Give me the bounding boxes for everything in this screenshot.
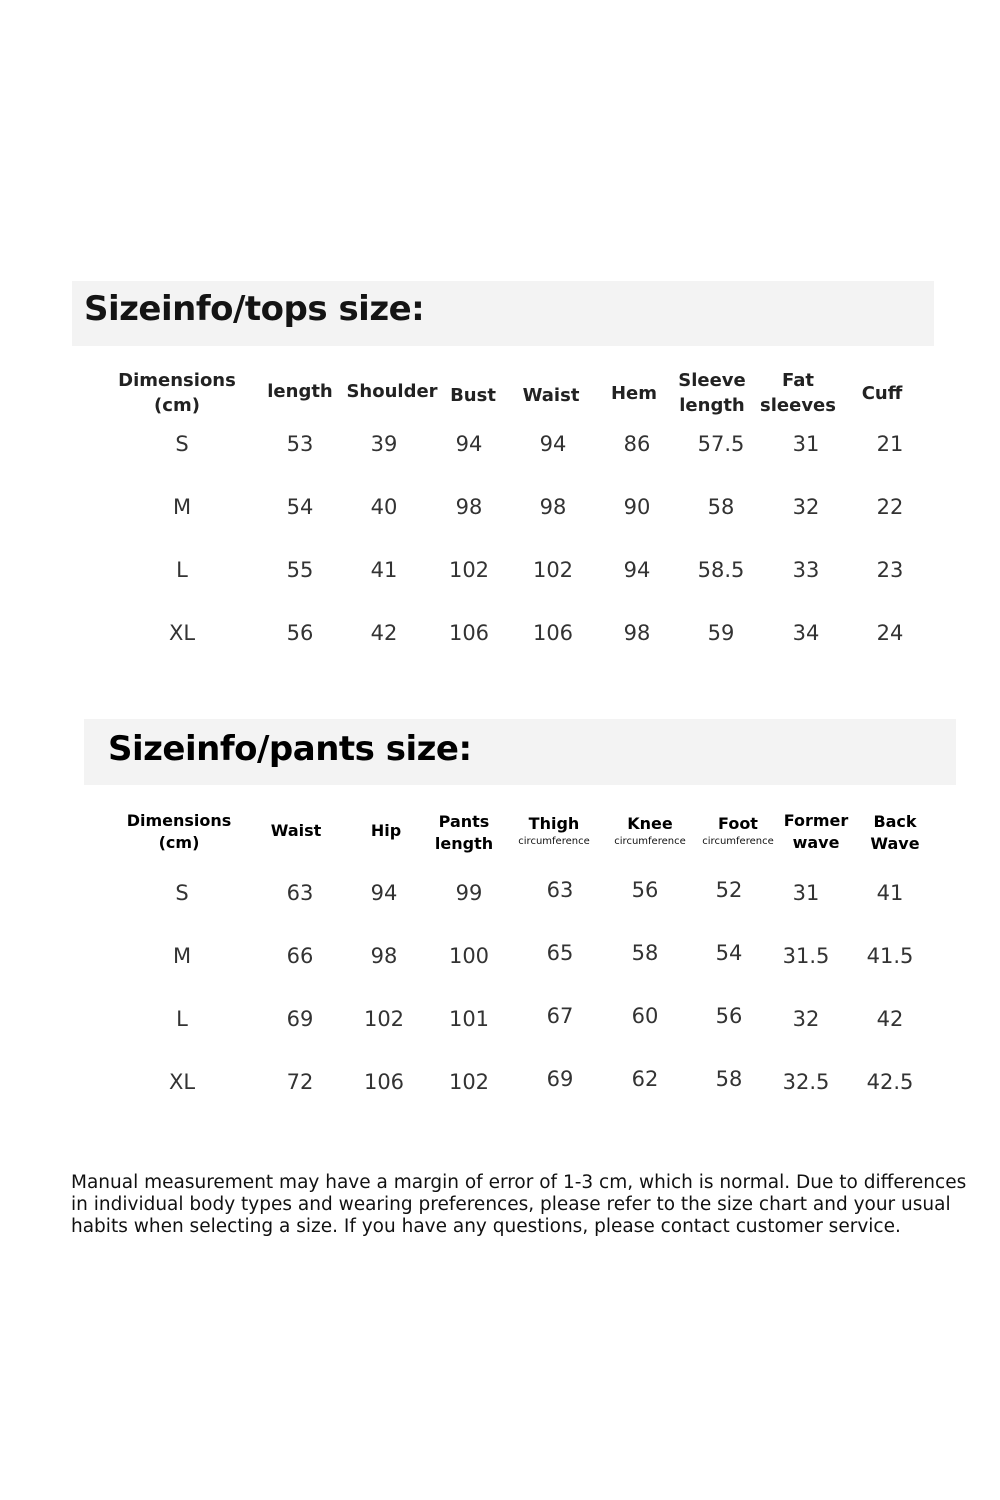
pants-header-line: Wave — [870, 834, 920, 853]
pants-table-cell: 42 — [876, 1007, 904, 1031]
pants-header-line: Pants — [438, 812, 490, 831]
tops-table-cell: 106 — [448, 621, 490, 645]
pants-size-banner — [84, 719, 956, 785]
tops-header-line: sleeves — [760, 395, 836, 416]
pants-table-cell: 101 — [448, 1007, 490, 1031]
tops-table-cell: 90 — [623, 495, 651, 519]
tops-table-cell: 23 — [876, 558, 904, 582]
tops-header-line: Sleeve — [678, 370, 746, 391]
pants-table-cell: 98 — [370, 944, 398, 968]
tops-table-cell: 98 — [539, 495, 567, 519]
tops-header-line: (cm) — [154, 395, 200, 416]
tops-column-header — [523, 383, 580, 408]
tops-table-cell: 22 — [876, 495, 904, 519]
pants-header-line: length — [434, 834, 494, 853]
pants-table-cell: 63 — [286, 881, 314, 905]
measurement-note — [71, 1172, 967, 1238]
tops-header-line: Waist — [522, 385, 580, 406]
pants-table-cell: 41.5 — [866, 944, 914, 968]
pants-table-cell: 41 — [876, 881, 904, 905]
pants-table-cell: 31 — [792, 881, 820, 905]
pants-column-header — [127, 810, 232, 854]
pants-table-cell: 106 — [363, 1070, 405, 1094]
tops-header-line: length — [267, 381, 333, 402]
tops-table-cell: 94 — [455, 432, 483, 456]
tops-table-cell: 32 — [792, 495, 820, 519]
tops-column-header — [450, 383, 496, 408]
pants-table-cell: 94 — [370, 881, 398, 905]
pants-header-line: Dimensions — [126, 811, 232, 830]
pants-column-header — [784, 810, 849, 854]
pants-size-label: L — [176, 1007, 188, 1031]
pants-header-line: Foot — [718, 814, 758, 833]
tops-table-cell: 55 — [286, 558, 314, 582]
pants-header-line: Waist — [270, 821, 322, 840]
pants-table-cell: 58 — [631, 941, 659, 965]
pants-header-line: Knee — [627, 814, 673, 833]
tops-size-label: XL — [168, 621, 196, 645]
tops-table-cell: 102 — [532, 558, 574, 582]
pants-column-header — [870, 811, 919, 855]
pants-table-cell: 99 — [455, 881, 483, 905]
pants-table-cell: 52 — [715, 878, 743, 902]
tops-table-cell: 57.5 — [697, 432, 745, 456]
pants-size-label: M — [172, 944, 192, 968]
tops-table-cell: 33 — [792, 558, 820, 582]
pants-table-cell: 32.5 — [782, 1070, 830, 1094]
pants-table-cell: 102 — [448, 1070, 490, 1094]
pants-table-cell: 69 — [546, 1067, 574, 1091]
tops-table-cell: 102 — [448, 558, 490, 582]
pants-header-line: Thigh — [528, 814, 580, 833]
pants-header-subtitle: circumference — [702, 836, 774, 847]
tops-table-cell: 59 — [707, 621, 735, 645]
tops-table-cell: 98 — [455, 495, 483, 519]
pants-size-title: Sizeinfo/pants size: — [108, 729, 472, 769]
tops-size-label: M — [172, 495, 192, 519]
note-line: habits when selecting a size. If you have any questions, please contact customer service. — [71, 1216, 901, 1237]
tops-column-header — [346, 379, 437, 404]
tops-table-cell: 58.5 — [697, 558, 745, 582]
pants-table-cell: 56 — [631, 878, 659, 902]
pants-table-cell: 102 — [363, 1007, 405, 1031]
pants-table-cell: 63 — [546, 878, 574, 902]
pants-table-cell: 60 — [631, 1004, 659, 1028]
tops-header-line: Cuff — [861, 383, 903, 404]
tops-table-cell: 53 — [286, 432, 314, 456]
note-line: in individual body types and wearing preferences, please refer to the size chart and your usual — [71, 1194, 951, 1215]
tops-table-cell: 94 — [539, 432, 567, 456]
tops-table-cell: 39 — [370, 432, 398, 456]
tops-table-cell: 41 — [370, 558, 398, 582]
tops-size-banner — [72, 281, 934, 346]
pants-column-header — [371, 820, 401, 842]
tops-table-cell: 24 — [876, 621, 904, 645]
pants-table-cell: 67 — [546, 1004, 574, 1028]
pants-size-label: S — [175, 881, 189, 905]
pants-table-cell: 58 — [715, 1067, 743, 1091]
tops-header-line: Bust — [450, 385, 496, 406]
tops-size-title: Sizeinfo/tops size: — [84, 289, 425, 329]
tops-table-cell: 56 — [286, 621, 314, 645]
tops-header-line: Fat — [782, 370, 814, 391]
pants-header-subtitle: circumference — [518, 836, 590, 847]
pants-header-subtitle: circumference — [614, 836, 686, 847]
pants-column-header — [271, 820, 322, 842]
tops-column-header — [760, 368, 836, 418]
tops-size-label: S — [175, 432, 189, 456]
tops-table-cell: 40 — [370, 495, 398, 519]
pants-table-cell: 42.5 — [866, 1070, 914, 1094]
pants-table-cell: 62 — [631, 1067, 659, 1091]
pants-column-header — [702, 813, 773, 848]
tops-table-cell: 106 — [532, 621, 574, 645]
pants-table-cell: 72 — [286, 1070, 314, 1094]
tops-table-cell: 98 — [623, 621, 651, 645]
pants-column-header — [518, 813, 589, 848]
pants-table-cell: 56 — [715, 1004, 743, 1028]
pants-table-cell: 69 — [286, 1007, 314, 1031]
tops-column-header — [678, 368, 746, 418]
tops-size-label: L — [176, 558, 188, 582]
pants-table-cell: 54 — [715, 941, 743, 965]
tops-table-cell: 94 — [623, 558, 651, 582]
pants-header-line: (cm) — [158, 833, 200, 852]
pants-table-cell: 100 — [448, 944, 490, 968]
pants-column-header — [614, 813, 685, 848]
tops-header-line: Hem — [610, 383, 658, 404]
tops-column-header — [118, 368, 236, 418]
pants-header-line: wave — [792, 833, 840, 852]
note-line: Manual measurement may have a margin of error of 1-3 cm, which is normal. Due to differences — [71, 1172, 967, 1193]
pants-header-line: Back — [873, 812, 917, 831]
pants-size-label: XL — [168, 1070, 196, 1094]
tops-table-cell: 42 — [370, 621, 398, 645]
pants-table-cell: 32 — [792, 1007, 820, 1031]
pants-table-cell: 31.5 — [782, 944, 830, 968]
tops-header-line: length — [679, 395, 745, 416]
tops-header-line: Dimensions — [118, 370, 236, 391]
tops-column-header — [267, 379, 333, 404]
pants-header-line: Former — [783, 811, 849, 830]
pants-column-header — [435, 811, 493, 855]
pants-table-cell: 66 — [286, 944, 314, 968]
tops-column-header — [611, 381, 657, 406]
tops-table-cell: 54 — [286, 495, 314, 519]
tops-table-cell: 86 — [623, 432, 651, 456]
pants-table-cell: 65 — [546, 941, 574, 965]
tops-table-cell: 34 — [792, 621, 820, 645]
tops-table-cell: 58 — [707, 495, 735, 519]
tops-header-line: Shoulder — [346, 381, 438, 402]
tops-table-cell: 21 — [876, 432, 904, 456]
pants-header-line: Hip — [370, 821, 402, 840]
tops-column-header — [862, 381, 903, 406]
tops-table-cell: 31 — [792, 432, 820, 456]
